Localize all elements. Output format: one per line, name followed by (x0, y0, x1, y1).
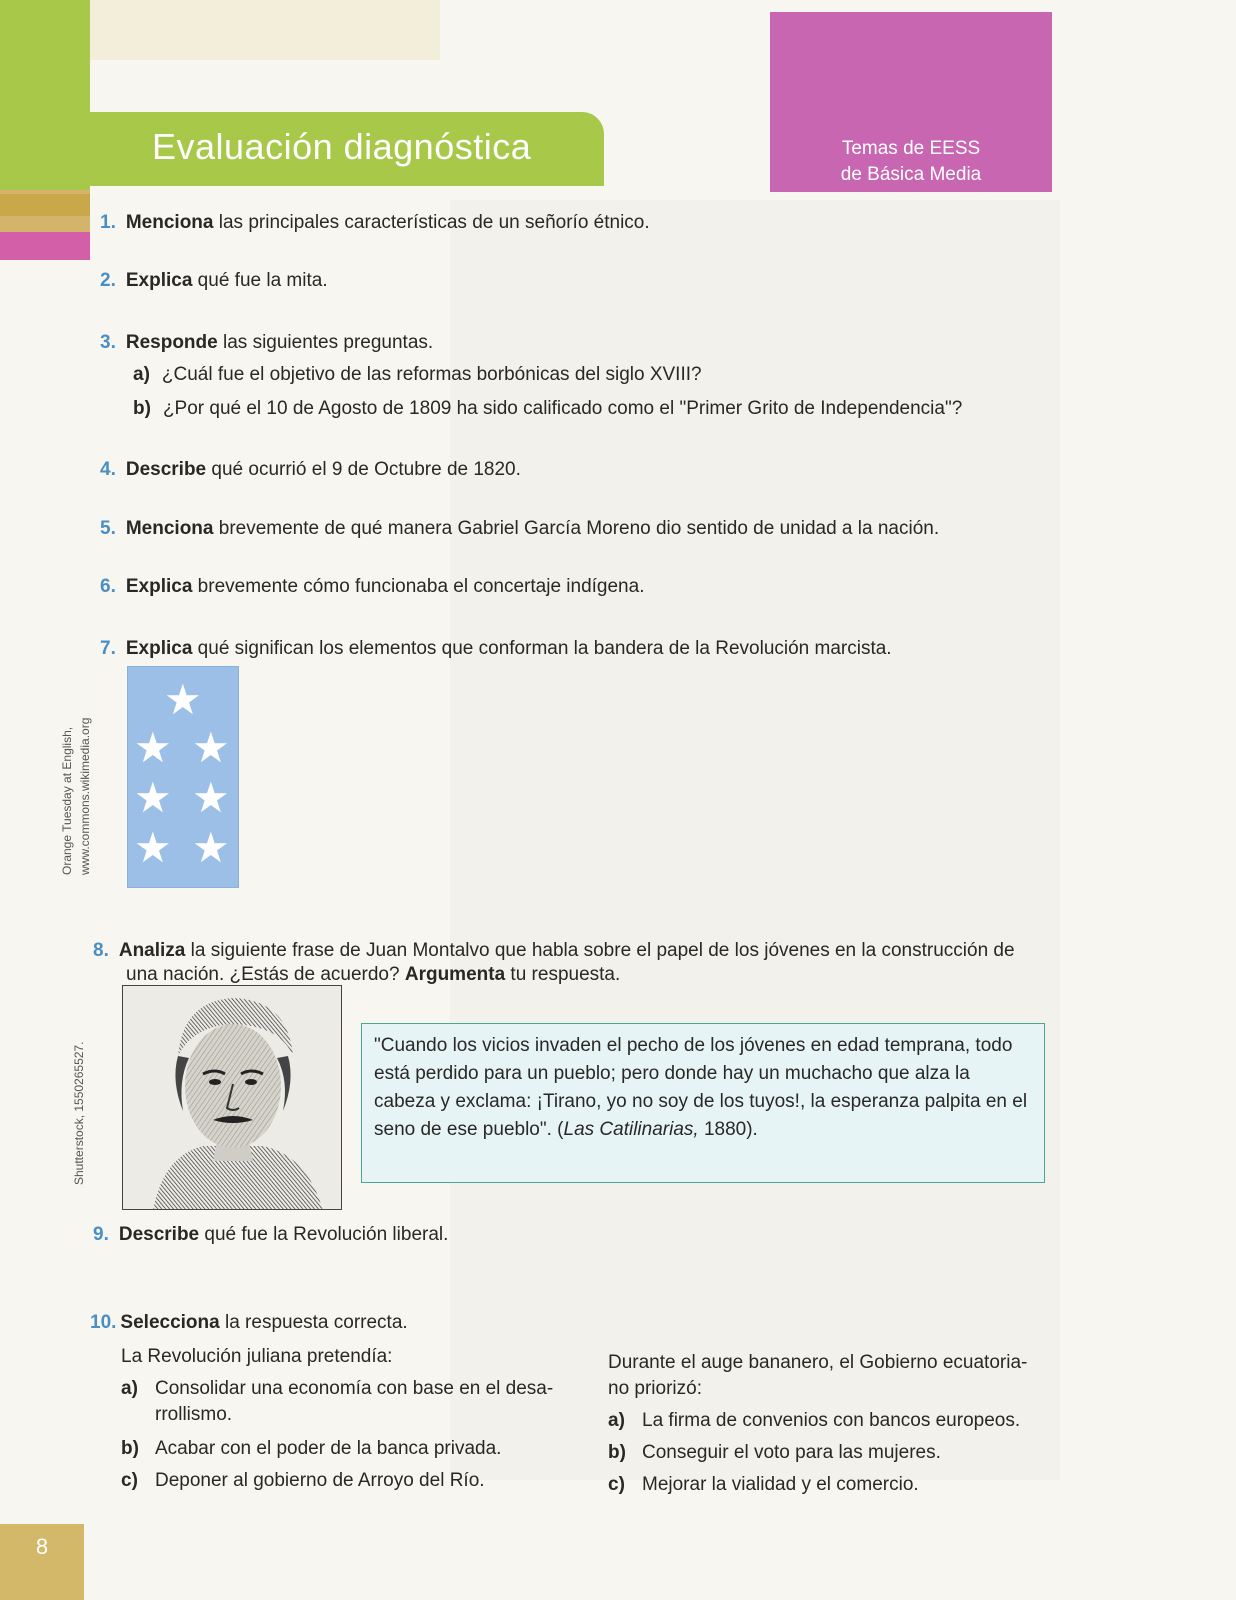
question-number: 1. (100, 212, 116, 233)
option-text: Deponer al gobierno de Arroyo del Río. (155, 1470, 485, 1491)
question-text: las principales características de un señorío étnico. (213, 212, 650, 233)
topic-label (770, 136, 1052, 188)
star-icon: ★ (192, 774, 230, 821)
option-label: b) (608, 1442, 626, 1463)
star-icon: ★ (134, 824, 172, 871)
question-10 (90, 1310, 408, 1336)
question-text: una nación. ¿Estás de acuerdo? (126, 964, 405, 985)
star-icon: ★ (134, 724, 172, 771)
quote-text: "Cuando los vicios invaden el pecho de los jóvenes en edad temprana, todo está perdido para un pueblo; pero donde hay un muchacho que alza la cabeza y exclama: ¡Tirano, yo no soy de los tuyos!, la esperanza palpita en el seno de ese pueblo". ( (374, 1035, 1028, 1140)
question-text: qué fue la Revolución liberal. (199, 1224, 449, 1245)
question-keyword: Describe (118, 1224, 200, 1245)
quote-year: 1880). (698, 1119, 758, 1140)
question-keyword: Argumenta (404, 964, 506, 985)
option-label: c) (121, 1470, 138, 1491)
flag-credit-line1: Orange Tuesday at English, (60, 726, 74, 875)
option-label: c) (608, 1474, 625, 1495)
question-text: la respuesta correcta. (219, 1312, 408, 1333)
sub-label: b) (133, 398, 151, 419)
sub-label: a) (133, 364, 150, 385)
option-text: Consolidar una economía con base en el desa-rrollismo. (155, 1378, 554, 1425)
star-icon: ★ (164, 676, 202, 723)
topic-label-line2: de Básica Media (840, 164, 982, 185)
left-color-band (0, 0, 90, 190)
question-1 (100, 210, 650, 236)
question-text: las siguientes preguntas. (217, 332, 434, 353)
question-6 (100, 574, 644, 600)
question-number: 7. (100, 638, 116, 659)
option-text: Conseguir el voto para las mujeres. (642, 1442, 941, 1463)
question-number: 10. (90, 1312, 117, 1333)
question-text: brevemente cómo funcionaba el concertaje indígena. (192, 576, 645, 597)
question-number: 3. (100, 332, 116, 353)
sub-text: ¿Cuál fue el objetivo de las reformas borbónicas del siglo XVIII? (161, 364, 702, 385)
question-keyword: Menciona (125, 518, 214, 539)
question-3b (133, 396, 962, 422)
question-text: tu respuesta. (505, 964, 621, 985)
question-text: qué ocurrió el 9 de Octubre de 1820. (206, 459, 521, 480)
question-3 (100, 330, 433, 356)
option-label: a) (121, 1378, 138, 1399)
star-icon: ★ (134, 774, 172, 821)
pink-accent-bar (0, 232, 90, 260)
question-keyword: Selecciona (120, 1312, 220, 1333)
option-text: La firma de convenios con bancos europeos. (642, 1410, 1021, 1431)
top-bleed-strip (90, 0, 440, 60)
q10-right-prompt: Durante el auge bananero, el Gobierno ecuatoria-no priorizó: (608, 1352, 1028, 1399)
question-2 (100, 268, 328, 294)
bleed-through-column (450, 200, 1060, 1480)
question-keyword: Explica (125, 638, 193, 659)
sub-text: ¿Por qué el 10 de Agosto de 1809 ha sido calificado como el "Primer Grito de Independencia"? (162, 398, 963, 419)
question-number: 8. (93, 940, 109, 961)
question-keyword: Menciona (125, 212, 214, 233)
q10-right-option-b (608, 1440, 1048, 1466)
star-icon: ★ (192, 724, 230, 771)
flag-credit-line2: www.commons.wikimedia.org (78, 717, 92, 875)
page-title: Evaluación diagnóstica (152, 126, 532, 167)
question-5 (100, 516, 939, 542)
q10-right-option-a (608, 1408, 1048, 1434)
page-number: 8 (35, 1534, 49, 1559)
q10-left-prompt: La Revolución juliana pretendía: (121, 1346, 393, 1367)
olive-accent-bar (0, 194, 90, 216)
montalvo-quote-box (361, 1023, 1045, 1183)
portrait-engraving (123, 986, 342, 1210)
question-9 (93, 1222, 448, 1248)
q10-left-option-b (121, 1436, 561, 1462)
question-keyword: Responde (125, 332, 218, 353)
q10-right-option-c (608, 1472, 1048, 1498)
question-number: 9. (93, 1224, 109, 1245)
option-text: Acabar con el poder de la banca privada. (155, 1438, 502, 1459)
question-number: 4. (100, 459, 116, 480)
q10-left-option-a (121, 1376, 561, 1428)
question-text: qué significan los elementos que conforman la bandera de la Revolución marcista. (192, 638, 892, 659)
question-keyword: Analiza (118, 940, 186, 961)
question-keyword: Describe (125, 459, 207, 480)
quote-source: Las Catilinarias, (563, 1119, 699, 1140)
question-number: 2. (100, 270, 116, 291)
question-number: 5. (100, 518, 116, 539)
star-icon: ★ (192, 824, 230, 871)
question-8 (93, 938, 1015, 964)
question-3a (133, 362, 702, 388)
question-4 (100, 457, 521, 483)
question-text: la siguiente frase de Juan Montalvo que habla sobre el papel de los jóvenes en la construcción de (185, 940, 1015, 961)
question-7 (100, 636, 892, 662)
juan-montalvo-portrait (122, 985, 342, 1210)
q10-left-option-c (121, 1468, 561, 1494)
question-keyword: Explica (125, 270, 193, 291)
option-label: b) (121, 1438, 139, 1459)
question-text: brevemente de qué manera Gabriel García Moreno dio sentido de unidad a la nación. (213, 518, 940, 539)
option-text: Mejorar la vialidad y el comercio. (642, 1474, 919, 1495)
portrait-credit: Shutterstock, 1550265527. (72, 1041, 86, 1185)
question-number: 6. (100, 576, 116, 597)
question-text: qué fue la mita. (192, 270, 328, 291)
option-label: a) (608, 1410, 625, 1431)
question-keyword: Explica (125, 576, 193, 597)
marcist-revolution-flag (127, 666, 239, 888)
topic-label-line1: Temas de EESS (841, 138, 981, 159)
